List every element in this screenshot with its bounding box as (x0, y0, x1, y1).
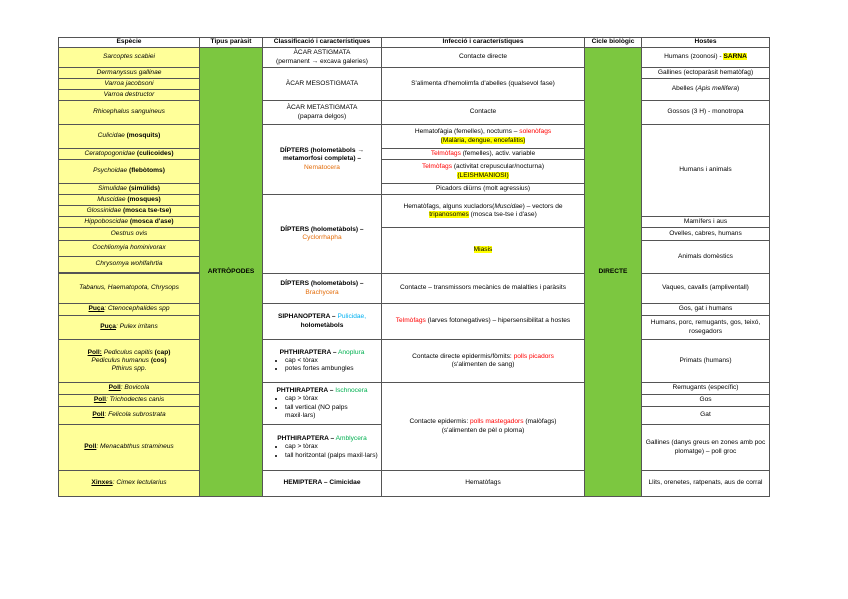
species-cell: Hippoboscidae (mosca d'ase) (59, 217, 200, 228)
host-cell: Abelles (Apis mellifera) (642, 79, 770, 101)
table-row (59, 101, 770, 125)
infection-cell: S'alimenta d'hemolimfa d'abelles (qualsevol fase) (382, 68, 585, 101)
classification-cell: SIPHANOPTERA – Pulicidae, holometàbols (263, 304, 382, 340)
infection-cell: Telmòfags (activitat crepuscular/nocturna) (LEISHMANIOSI) (382, 160, 585, 184)
host-cell: Gallines (danys greus en zones amb poc plomatge) – poll groc (642, 425, 770, 471)
infection-cell: Miasis (382, 228, 585, 274)
species-cell: Varroa destructor (59, 90, 200, 101)
host-cell: Remugants (específic) (642, 383, 770, 395)
header-species: Espècie (59, 38, 200, 48)
header-infection: Infecció i característiques (382, 38, 585, 48)
table-row (59, 471, 770, 497)
table-row (59, 274, 770, 304)
infection-cell: Contacte epidermis: polls mastegadors (malòfags) (s'alimenten de pèl o ploma) (382, 383, 585, 471)
table-row (59, 228, 770, 241)
classification-cell: DÍPTERS (holometàbols) – Cyclorrhapha (263, 195, 382, 274)
species-cell: Poll: Bovicola (59, 383, 200, 395)
classification-cell: PHTHIRAPTERA – Amblycera • cap > tòrax • tall horitzontal (palps maxil·lars) (263, 425, 382, 471)
cycle-cell: DIRECTE (585, 48, 642, 497)
infection-cell: Telmòfags (femelles), activ. variable (382, 149, 585, 160)
host-cell: Primats (humans) (642, 340, 770, 383)
infection-cell: Contacte directe epidermis/fòmits: polls picadors (s'alimenten de sang) (382, 340, 585, 383)
host-cell: Ovelles, cabres, humans (642, 228, 770, 241)
table-row (59, 383, 770, 395)
header-row (59, 38, 770, 48)
header-hosts: Hostes (642, 38, 770, 48)
infection-cell: Hematòfags, alguns xucladors(Muscidae) – vectors de tripanosomes (mosca tse-tse i d'ase) (382, 195, 585, 228)
host-cell: Humans i animals (642, 125, 770, 217)
species-cell: Psychoidae (flebòtoms) (59, 160, 200, 184)
classification-cell: DÍPTERS (holometàbols → metamorfosi completa) – Nematocera (263, 125, 382, 195)
species-cell: Poll: Pediculus capitis (cap) Pediculus humanus (cos) Pthirus spp. (59, 340, 200, 383)
species-cell: Glossinidae (mosca tse-tse) (59, 206, 200, 217)
infection-cell: Contacte directe (382, 48, 585, 68)
species-cell: Cochliomyia hominivorax (59, 241, 200, 257)
species-cell: Oestrus ovis (59, 228, 200, 241)
classification-cell: ÀCAR MESOSTIGMATA (263, 68, 382, 101)
infection-cell: Hematòfags (382, 471, 585, 497)
infection-cell: Contacte – transmissors mecànics de malalties i paràsits (382, 274, 585, 304)
species-cell: Puça: Ctenocephalides spp (59, 304, 200, 316)
table-row (59, 304, 770, 316)
table-row (59, 68, 770, 79)
table-row (59, 48, 770, 68)
species-cell: Muscidae (mosques) (59, 195, 200, 206)
table-row (59, 340, 770, 383)
host-cell: Gat (642, 407, 770, 425)
infection-cell: Telmòfags (larves fotonegatives) – hipersensibilitat a hostes (382, 304, 585, 340)
header-parasite-type: Tipus paràsit (200, 38, 263, 48)
infection-cell: Picadors diürns (molt agressius) (382, 184, 585, 195)
species-cell: Sarcoptes scabiei (59, 48, 200, 68)
host-cell: Humans, porc, remugants, gos, teixó, rosegadors (642, 316, 770, 340)
host-cell: Mamífers i aus (642, 217, 770, 228)
species-cell: Puça: Pulex irritans (59, 316, 200, 340)
host-cell: Gossos (3 H) - monotropa (642, 101, 770, 125)
header-classification: Classificació i característiques (263, 38, 382, 48)
infection-cell: Hematofàgia (femelles), nocturns – solenòfags (Malària, dengue, encefalitis) (382, 125, 585, 149)
species-cell: Poll: Trichodectes canis (59, 395, 200, 407)
host-cell: Llits, orenetes, ratpenats, aus de corral (642, 471, 770, 497)
species-cell: Culicidae (mosquits) (59, 125, 200, 149)
parasite-type-cell: ARTRÒPODES (200, 48, 263, 497)
host-cell: Humans (zoonosi) - SARNA (642, 48, 770, 68)
table-row (59, 125, 770, 149)
species-cell: Poll: Felicola subrostrata (59, 407, 200, 425)
host-cell: Gos, gat i humans (642, 304, 770, 316)
classification-cell: ÀCAR METASTIGMATA (paparra delgos) (263, 101, 382, 125)
classification-cell: DÍPTERS (holometàbols) – Brachycera (263, 274, 382, 304)
host-cell: Vaques, cavalls (ampliventall) (642, 274, 770, 304)
species-cell: Tabanus, Haematopota, Chrysops (59, 274, 200, 304)
classification-cell: HEMIPTERA – Cimicidae (263, 471, 382, 497)
species-cell: Rhicephalus sanguineus (59, 101, 200, 125)
classification-cell: PHTHIRAPTERA – Anoplura • cap < tòrax • potes fortes ambungles (263, 340, 382, 383)
host-cell: Gos (642, 395, 770, 407)
species-cell: Chrysomya wohlfahrtia (59, 257, 200, 273)
species-cell: Simulidae (simúlids) (59, 184, 200, 195)
classification-cell: PHTHIRAPTERA – Ischnocera • cap > tòrax • tall vertical (NO palps maxil·lars) (263, 383, 382, 425)
species-cell: Poll: Menacabthus stramineus (59, 425, 200, 471)
species-cell: Dermanyssus gallinae (59, 68, 200, 79)
header-cycle: Cicle biològic (585, 38, 642, 48)
classification-cell: ÀCAR ASTIGMATA (permanent → excava galeries) (263, 48, 382, 68)
parasite-table (58, 37, 770, 497)
host-cell: Gallines (ectoparàsit hematòfag) (642, 68, 770, 79)
species-cell: Ceratopogonidae (culicoides) (59, 149, 200, 160)
host-cell: Animals domèstics (642, 241, 770, 274)
species-cell: Xinxes: Cimex lectularius (59, 471, 200, 497)
species-cell: Varroa jacobsoni (59, 79, 200, 90)
infection-cell: Contacte (382, 101, 585, 125)
